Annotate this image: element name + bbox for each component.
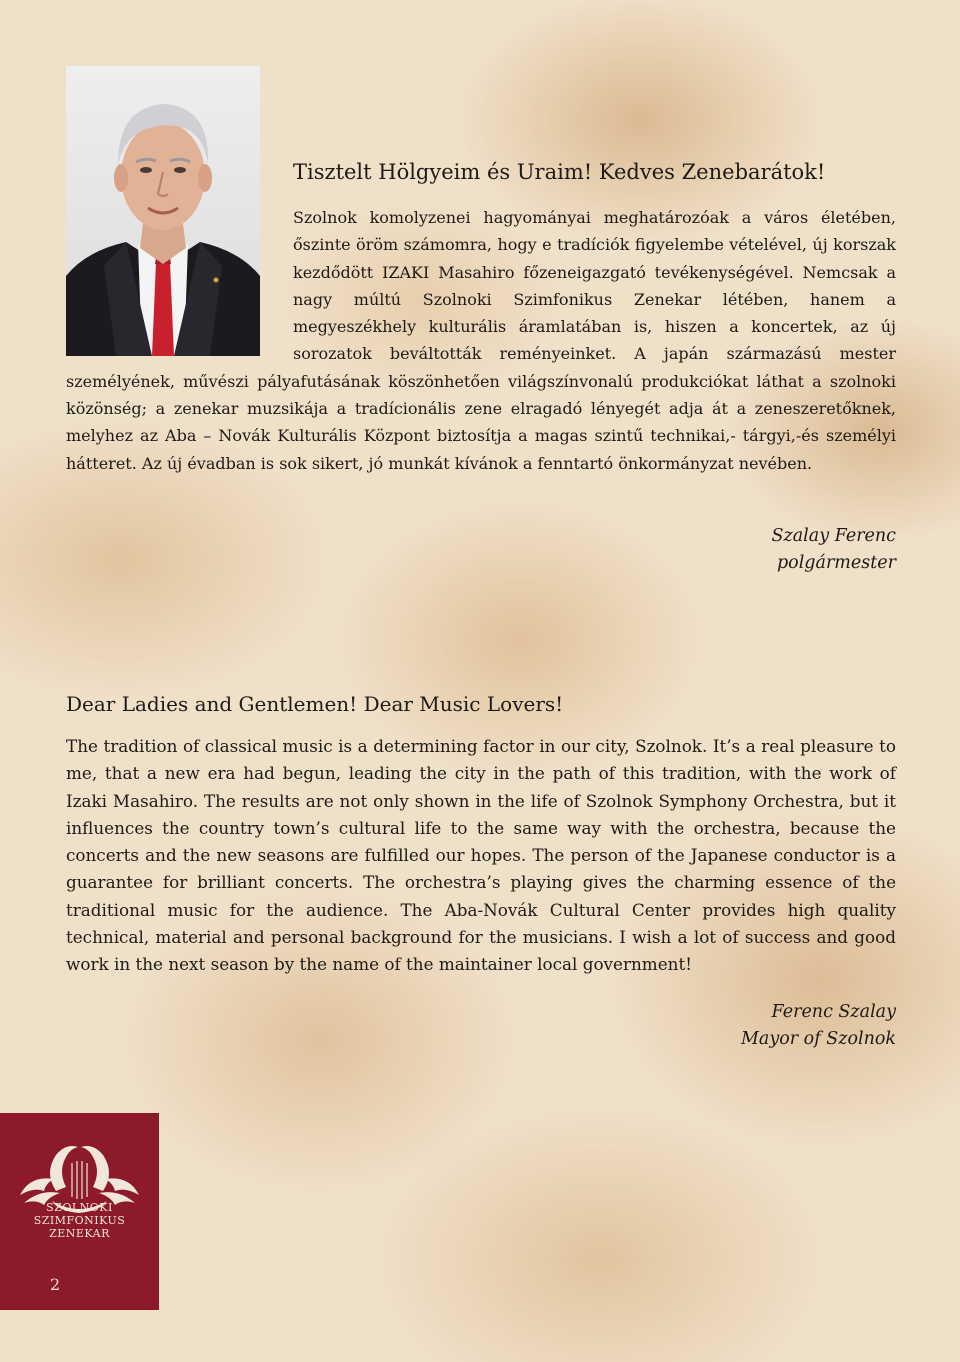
english-greeting: Dear Ladies and Gentlemen! Dear Music Lovers! — [66, 692, 564, 716]
logo-line-1: SZOLNOKI — [46, 1201, 113, 1214]
logo-line-3: ZENEKAR — [49, 1227, 110, 1240]
photo-text-wrap-spacer — [66, 204, 293, 367]
hungarian-signature-title: polgármester — [776, 553, 896, 573]
hungarian-letter-body — [66, 204, 896, 477]
hungarian-body-text: Szolnok komolyzenei hagyományai meghatározóak a város életében, őszinte öröm számomra, hogy e tradíciók figyelembe vételével, új korszak kezdődött IZAKI Masahiro főzeneigazgató tevékenységével. Nemcsak a nagy múltú Szolnoki Szimfonikus Zenekar létében, hanem a megyeszékhely kulturális áramlatában is, hiszen a koncertek, az új sorozatok beváltották reményeinket. A japán származású mester személyének, művészi pályafutásának köszönhetően világszínvonalú produkciókat láthat a szolnoki közönség; a zenekar muzsikája a tradícionális zene elragadó lényegét adja át a zeneszeretőknek, melyhez az Aba – Novák Kulturális Központ biztosítja a magas szintű technikai,- tárgyi,-és személyi hátteret. Az új évadban is sok sikert, jó munkát kívánok a fenntartó önkormányzat nevében. — [66, 208, 896, 473]
english-signature — [741, 999, 896, 1053]
page-number: 2 — [50, 1275, 61, 1294]
hungarian-signature-name: Szalay Ferenc — [771, 526, 896, 546]
orchestra-logo-text — [0, 1201, 159, 1240]
hungarian-greeting: Tisztelt Hölgyeim és Uraim! Kedves Zenebarátok! — [293, 160, 826, 184]
hungarian-signature — [772, 523, 896, 577]
english-signature-title: Mayor of Szolnok — [740, 1029, 896, 1049]
english-letter-body: The tradition of classical music is a determining factor in our city, Szolnok. It’s a real pleasure to me, that a new era had begun, leading the city in the path of this tradition, with the work of Izaki Masahiro. The results are not only shown in the life of Szolnok Symphony Orchestra, but it influences the country town’s cultural life to the same way with the orchestra, because the concerts and the new seasons are fulfilled our hopes. The person of the Japanese conductor is a guarantee for brilliant concerts. The orchestra’s playing gives the charming essence of the traditional music for the audience. The Aba-Novák Cultural Center provides high quality technical, material and personal background for the musicians. I wish a lot of success and good work in the next season by the name of the maintainer local government! — [66, 736, 896, 975]
logo-line-2: SZIMFONIKUS — [33, 1214, 126, 1227]
english-signature-name: Ferenc Szalay — [771, 1002, 896, 1022]
orchestra-logo-panel — [0, 1113, 159, 1310]
